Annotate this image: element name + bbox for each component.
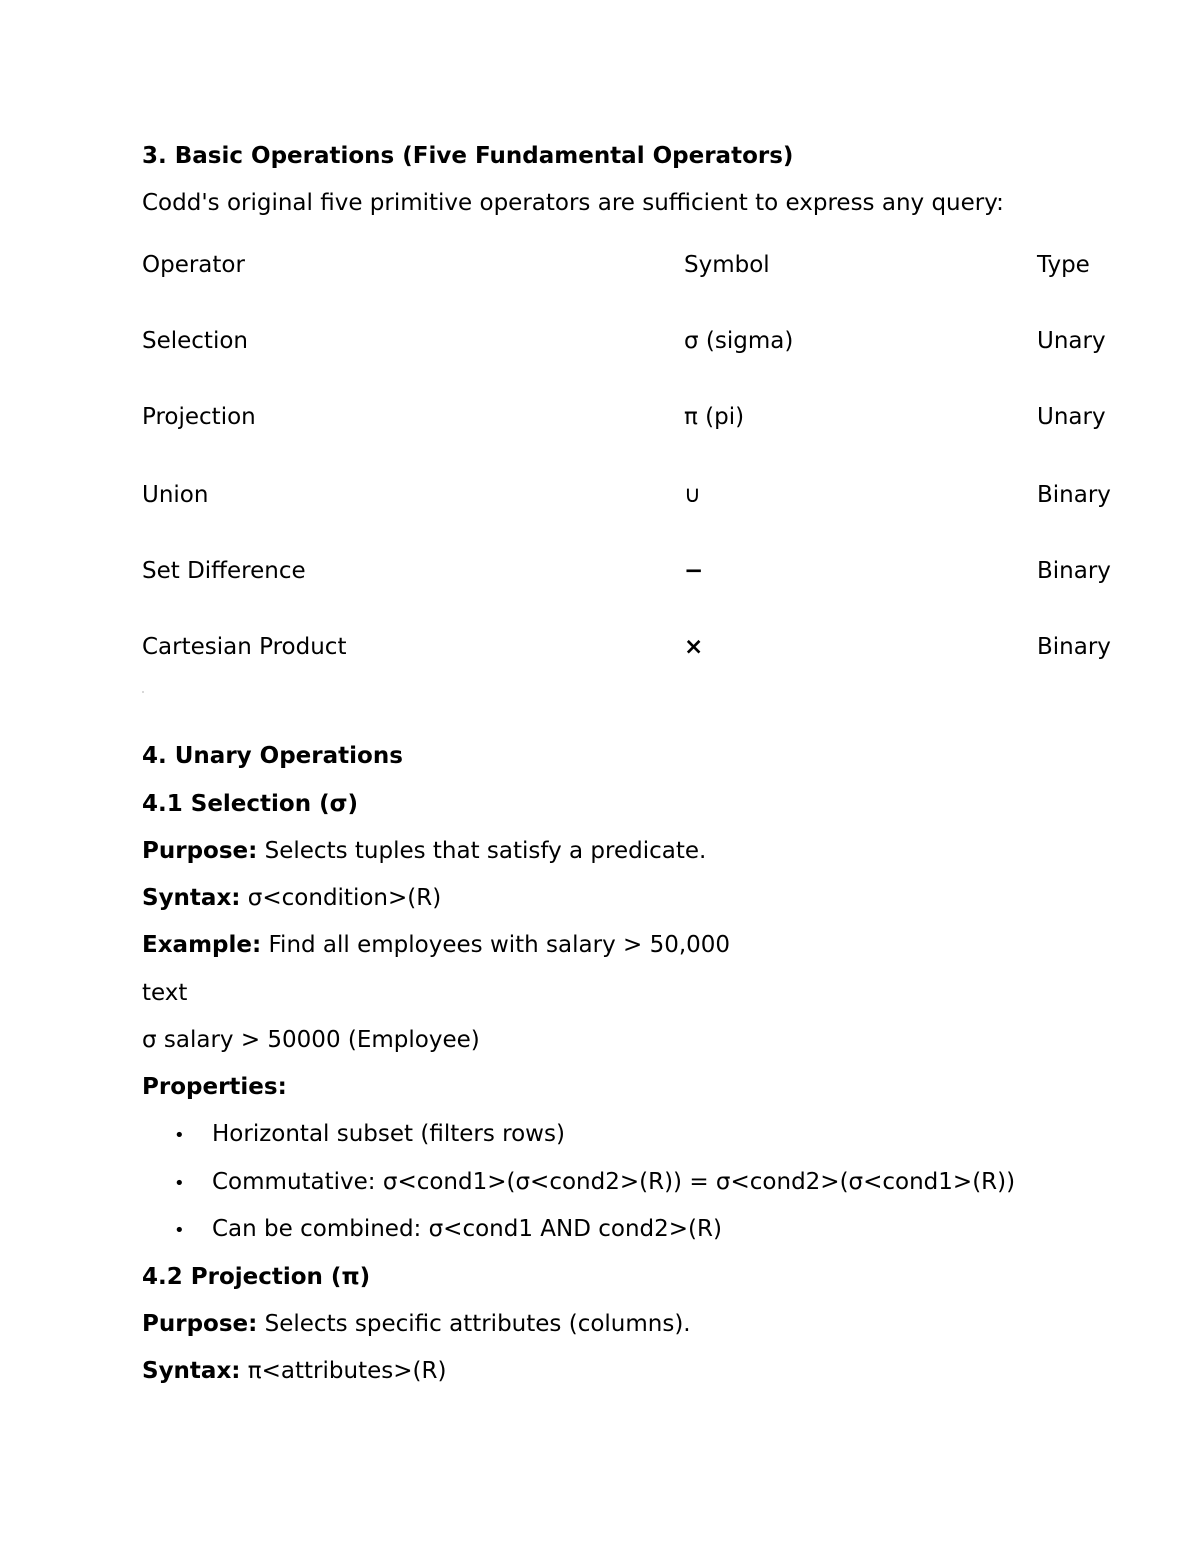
code-block: σ salary > 50000 (Employee) xyxy=(142,1027,480,1053)
projection-syntax xyxy=(142,1360,446,1383)
projection-purpose xyxy=(142,1313,691,1336)
table-cell-type: Unary xyxy=(1037,328,1106,354)
table-cell-operator: Projection xyxy=(142,404,256,430)
selection-example xyxy=(142,934,730,957)
code-language-label: text xyxy=(142,980,188,1006)
purpose-text: Selects tuples that satisfy a predicate. xyxy=(257,838,707,864)
list-item-text: Commutative: σ<cond1>(σ<cond2>(R)) = σ<cond2>(σ<cond1>(R)) xyxy=(212,1169,1016,1195)
selection-purpose xyxy=(142,840,706,863)
table-end-marker xyxy=(142,691,144,693)
purpose-label: Purpose: xyxy=(142,838,258,864)
table-cell-symbol: − xyxy=(684,558,704,584)
example-text: Find all employees with salary > 50,000 xyxy=(261,932,731,958)
selection-syntax xyxy=(142,887,441,910)
purpose-text: Selects specific attributes (columns). xyxy=(257,1311,691,1337)
table-cell-symbol: ∪ xyxy=(684,482,701,508)
bullet-icon: • xyxy=(174,1220,185,1241)
list-item-text: Can be combined: σ<cond1 AND cond2>(R) xyxy=(212,1216,722,1242)
table-cell-type: Binary xyxy=(1037,558,1111,584)
properties-label: Properties: xyxy=(142,1074,287,1100)
syntax-label: Syntax: xyxy=(142,1358,241,1384)
table-cell-type: Binary xyxy=(1037,482,1111,508)
table-header-symbol: Symbol xyxy=(684,252,770,278)
section-3-heading: 3. Basic Operations (Five Fundamental Operators) xyxy=(142,143,794,169)
table-cell-symbol: × xyxy=(684,634,704,660)
bullet-icon: • xyxy=(174,1125,185,1146)
table-cell-operator: Union xyxy=(142,482,209,508)
syntax-label: Syntax: xyxy=(142,885,241,911)
table-cell-symbol: σ (sigma) xyxy=(684,328,794,354)
table-cell-operator: Cartesian Product xyxy=(142,634,347,660)
table-cell-type: Binary xyxy=(1037,634,1111,660)
bullet-icon: • xyxy=(174,1173,185,1194)
purpose-label: Purpose: xyxy=(142,1311,258,1337)
table-cell-symbol: π (pi) xyxy=(684,404,745,430)
example-label: Example: xyxy=(142,932,262,958)
list-item-text: Horizontal subset (filters rows) xyxy=(212,1121,565,1147)
selection-heading: 4.1 Selection (σ) xyxy=(142,791,359,817)
section-3-intro: Codd's original five primitive operators are sufficient to express any query: xyxy=(142,190,1004,216)
table-cell-operator: Set Difference xyxy=(142,558,306,584)
table-header-type: Type xyxy=(1037,252,1090,278)
table-cell-type: Unary xyxy=(1037,404,1106,430)
table-cell-operator: Selection xyxy=(142,328,248,354)
projection-heading: 4.2 Projection (π) xyxy=(142,1264,371,1290)
table-header-operator: Operator xyxy=(142,252,245,278)
syntax-text: π<attributes>(R) xyxy=(240,1358,447,1384)
syntax-text: σ<condition>(R) xyxy=(240,885,442,911)
section-4-heading: 4. Unary Operations xyxy=(142,743,403,769)
